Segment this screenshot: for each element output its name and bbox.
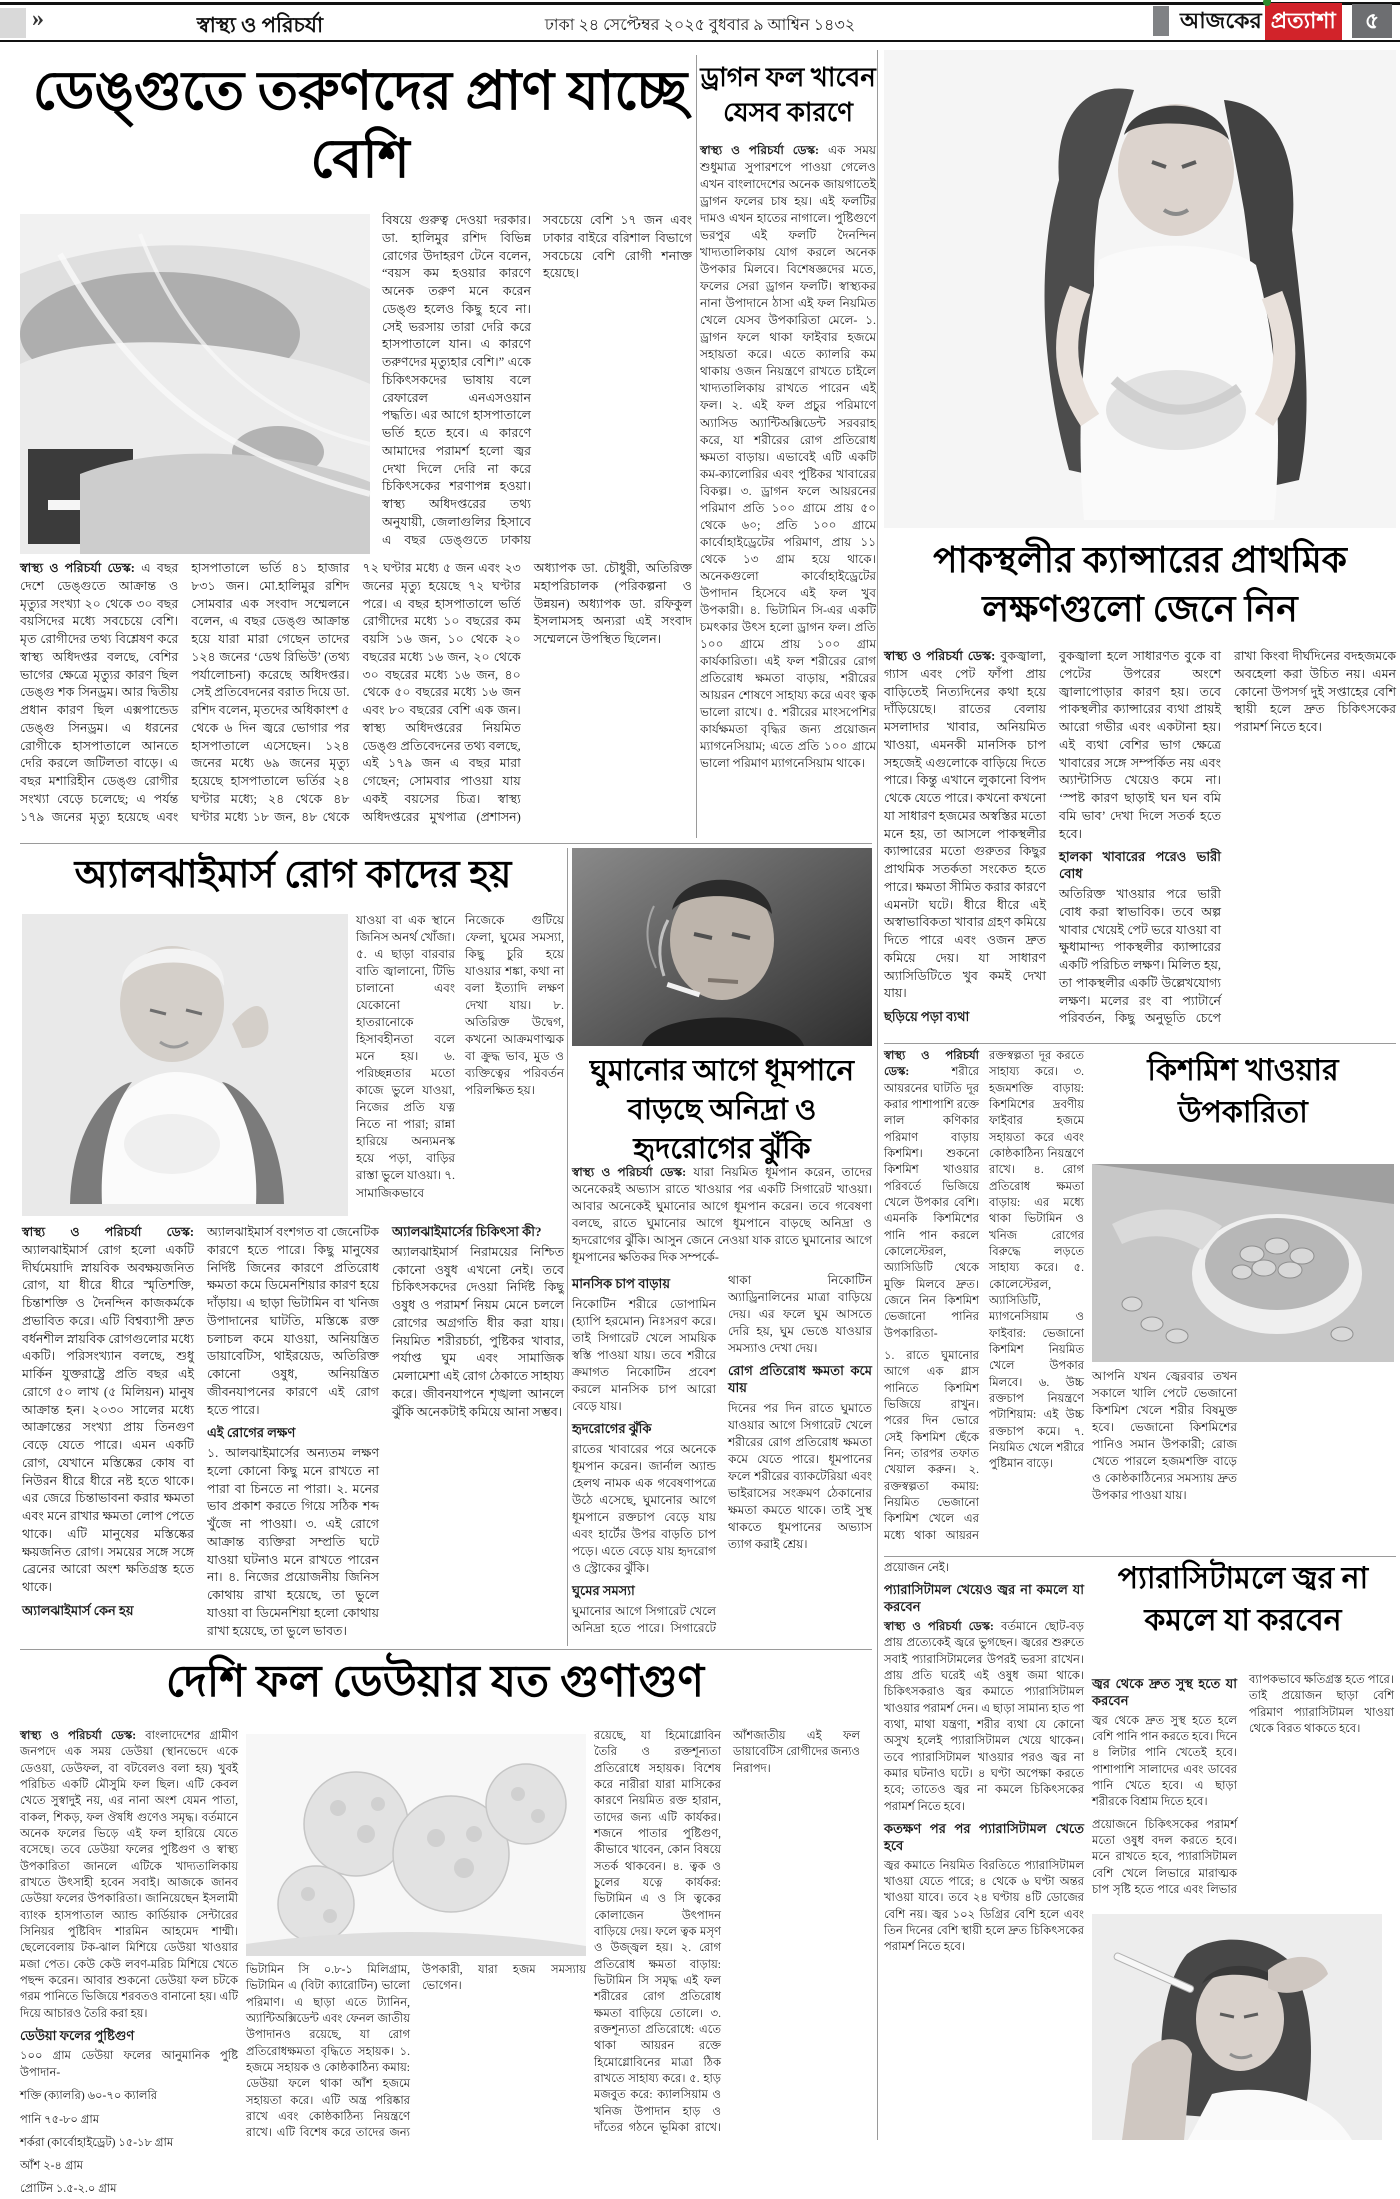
stomach-paragraph-1	[884, 648, 1046, 1003]
paracetamol-lead-text: বর্তমানে ছোট-বড় প্রায় প্রত্যেকেই জ্বরে ভুগছেন। জ্বরের শুরুতে সবাই প্যারাসিটামলের উপরই ভরসা রাখেন। প্রায় প্রতি ঘরেই এই ওষুধ জমা থাকে। চিকিৎসকরাও জ্বর কমাতে প্যারাসিটামল খাওয়ার পরামর্শ দেন। এ ছাড়া সামান্য হাত পা ব্যথা, মাথা যন্ত্রণা, শরীর ব্যথা যে কোনো অসুখ হলেই প্যারাসিটামল খেয়ে থাকেন। তবে প্যারাসিটামল খাওয়ার পরও জ্বর না কমার ঘটনাও ঘটে। ৪ ঘণ্টা অপেক্ষা করতে হবে; তাতেও জ্বর না কমলে চিকিৎসকের পরামর্শ নিতে হবে।	[884, 1621, 1085, 1813]
dragon-paragraph	[700, 142, 876, 772]
horizontal-rule-raisin-bottom	[884, 1556, 1396, 1557]
paracetamol-subhead-top: প্যারাসিটামল খেয়েও জ্বর না কমলে যা করবেন	[884, 1582, 1084, 1615]
paracetamol-right-columns	[1092, 1672, 1394, 1910]
section-title: স্বাস্থ্য ও পরিচর্যা	[196, 13, 324, 37]
paracetamol-lead-paragraph	[884, 1619, 1084, 1815]
dengue-hospital-photo	[20, 214, 370, 554]
raisin-items-paragraph: ১. রাতে ঘুমানোর আগে এক গ্লাস পানিতে কিশমিশ ভিজিয়ে রাখুন। পরের দিন ভোরে সেই কিশমিশ ছেঁকে নিন; তারপর তফাত খেয়াল করুন। ২. রক্তস্বল্পতা কমায়: নিয়মিত ভেজানো কিশমিশ খেলে এর মধ্যে থাকা আয়রন রক্তস্বল্পতা দূর করতে সাহায্য করে। ৩. হজমশক্তি বাড়ায়: কিশমিশের দ্রবণীয় ফাইবার হজমে সহায়তা করে এবং কোষ্ঠকাঠিন্য নিয়ন্ত্রণে রাখে। ৪. রোগ প্রতিরোধ ক্ষমতা বাড়ায়: এর মধ্যে থাকা ভিটামিন ও খনিজ রোগের বিরুদ্ধে লড়তে সাহায্য করে। ৫. কোলেস্টেরল, অ্যাসিডিটি, ম্যাগনেসিয়াম ও ফাইবার: ভেজানো কিশমিশ নিয়মিত খেলে উপকার মিলবে। ৬. উচ্চ রক্তচাপ নিয়ন্ত্রণে পটাশিয়াম: এই উচ্চ রক্তচাপ কমে। ৭. নিয়মিত খেলে শরীরে পুষ্টিমান বাড়ে।	[884, 1050, 1084, 1542]
paracetamol-subhead-recover: জ্বর থেকে দ্রুত সুস্থ হতে যা করবেন	[1092, 1676, 1237, 1708]
stomach-subhead-2: হালকা খাবারের পরেও ভারী বোধ	[1059, 849, 1221, 882]
raisin-lead-paragraph	[884, 1048, 979, 1342]
dewa-nutrition-fiber: আঁশ ২-৪ গ্রাম	[20, 2160, 84, 2173]
dragon-kicker: স্বাস্থ্য ও পরিচর্যা ডেস্ক:	[700, 143, 820, 157]
smoking-subhead-3: ঘুমের সমস্যা	[572, 1583, 635, 1599]
page-number-badge: ৫	[1352, 4, 1392, 38]
smoking-body-columns	[572, 1164, 872, 1646]
smoking-subhead-2: হৃদরোগের ঝুঁকি	[572, 1421, 652, 1437]
raisin-left-columns	[884, 1048, 1084, 1556]
stomach-headline: পাকস্থলীর ক্যান্সারের প্রাথমিক লক্ষণগুলো জেনে নিন	[933, 540, 1347, 629]
alzheimer-treatment-paragraph: অ্যালঝাইমার্স নিরাময়ের নিশ্চিত কোনো ওষুধ এখনো নেই। তবে চিকিৎসকদের দেওয়া নির্দিষ্ট কিছু ওষুধ ও পরামর্শ নিয়ম মেনে চললে রোগের অগ্রগতি ধীর করা যায়। নিয়মিত শরীরচর্চা, পুষ্টিকর খাবার, পর্যাপ্ত ঘুম এবং সামাজিক মেলামেশা এই রোগ ঠেকাতে সাহায্য করে। জীবনযাপনে শৃঙ্খলা আনলে ঝুঁকি অনেকটাই কমিয়ে আনা সম্ভব।	[392, 1244, 564, 1419]
dewa-nutrition-carb: শর্করা (কার্বোহাইড্রেট) ১৫-১৮ গ্রাম	[20, 2136, 174, 2149]
chevron-right-icon: »	[32, 6, 44, 32]
paracetamol-body-left	[884, 1560, 1084, 2142]
masthead-first-word: আজকের	[1180, 7, 1262, 33]
stomach-subhead-1: ছড়িয়ে পড়া ব্যথা	[884, 1009, 970, 1024]
alzheimer-main-columns	[22, 1224, 564, 1646]
nausea-woman-photo-art	[884, 50, 1396, 528]
dewa-nutrition-intro: ১০০ গ্রাম ডেউয়া ফলের আনুমানিক পুষ্টি উপাদান-	[20, 2049, 238, 2080]
dewa-headline: দেশি ফল ডেউয়ার যত গুণাগুণ	[165, 1657, 705, 1706]
dewa-body-right	[594, 1728, 860, 2142]
smoking-man-photo-art	[572, 848, 872, 1046]
smoking-headline: ঘুমানোর আগে ধূমপানে বাড়ছে অনিদ্রা ও হৃদরোগের ঝুঁকি	[589, 1055, 855, 1166]
masthead-second-word-text: প্রত্যাশা	[1270, 7, 1336, 33]
page-corner-box	[0, 8, 26, 38]
nausea-woman-photo	[884, 50, 1396, 528]
header-bottom-rule	[0, 40, 1400, 42]
elderly-woman-photo-art	[22, 914, 348, 1216]
alzheimer-subhead-why: অ্যালঝাইমার্স কেন হয়	[22, 1602, 134, 1618]
paracetamol-headline: প্যারাসিটামলে জ্বর না কমলে যা করবেন	[1117, 1562, 1369, 1637]
raisin-below-paragraph: আপনি যখন জ্বেরবার তখন সকালে খালি পেটে ভেজানো কিশমিশ খেলে শরীর বিষমুক্ত হবে। ভেজানো কিশমিশের পানিও সমান উপকারী; রোজ খেতে পারলে হজমশক্তি বাড়ে ও কোষ্ঠকাঠিন্যের সমস্যায় দ্রুত উপকার পাওয়া যায়।	[1092, 1369, 1237, 1503]
dragon-headline: ড্রাগন ফল খাবেন যেসব কারণে	[700, 63, 876, 128]
dewa-mid-columns	[246, 1962, 586, 2142]
paracetamol-dose-paragraph: জ্বর কমাতে নিয়মিত বিরতিতে প্যারাসিটামল খাওয়া যেতে পারে; ৪ থেকে ৬ ঘণ্টা অন্তর খাওয়া যাবে। তবে ২৪ ঘণ্টায় ৪টি ডোজের বেশি নয়। জ্বর ১০২ ডিগ্রির বেশি হলে এবং তিন দিনের বেশি স্থায়ী হলে দ্রুত চিকিৎসকের পরামর্শ নিতে হবে।	[884, 1859, 1084, 1954]
dewa-lead-text: বাংলাদেশের গ্রামীণ জনপদে এক সময় ডেউয়া (স্থানভেদে একে ডেওয়া, ডেউফল, বা বটবেলও বলা হয়) খুবই পরিচিত একটি মৌসুমি ফল ছিল। এটি কেবল খেতে সুস্বাদুই নয়, এর নানা অংশ যেমন পাতা, বাকল, শিকড়, ফল ঔষধি গুণেও সমৃদ্ধ। বর্তমানে অনেক ফলের ভিড়ে এই ফল হারিয়ে যেতে বসেছে। তবে ডেউয়া ফলের পুষ্টিগুণ ও স্বাস্থ্য উপকারিতা জানলে এটিকে খাদ্যতালিকায় রাখতে উৎসাহী হবেন সবাই। আজকে জানব ডেউয়া ফলের উপকারিতা। জানিয়েছেন ইসলামী ব্যাংক হাসপাতাল অ্যান্ড কার্ডিয়াক সেন্টারের সিনিয়র পুষ্টিবিদ শারমিন আহমেদ শাম্মী। ছেলেবেলায় টক-ঝাল মিশিয়ে ডেউয়া খাওয়ার মজা পেত। কেউ কেউ লবণ-মরিচ মিশিয়ে খেতে পছন্দ করেন। আবার শুকনো ডেউয়া ফল চটকে গরম পানিতে ভিজিয়ে শরবতও বানানো হয়। এটি দিয়ে আচারও তৈরি করা হয়।	[20, 1730, 238, 2020]
paracetamol-body-right	[1092, 1672, 1394, 1910]
alzheimer-lead-text: অ্যালঝাইমার্স রোগ হলো একটি দীর্ঘমেয়াদি স্নায়বিক অবক্ষয়জনিত রোগ, যা ধীরে ধীরে স্মৃতিশক্তি, চিন্তাশক্তি ও দৈনন্দিন কাজকর্মকে প্রভাবিত করে। এটি বিশ্বব্যাপী দ্রুত বর্ধনশীল স্নায়বিক রোগগুলোর মধ্যে একটি। পরিসংখ্যান বলছে, শুধু মার্কিন যুক্তরাষ্ট্রে প্রতি বছর এই রোগে ৫০ লাখ (৫ মিলিয়ন) মানুষ আক্রান্ত হন। ২০৩০ সালের মধ্যে আক্রান্তের সংখ্যা প্রায় তিনগুণ বেড়ে যেতে পারে। এমন একটি রোগ, যেখানে মস্তিষ্কের কোষ বা নিউরন ধীরে ধীরে নষ্ট হতে থাকে। এর জেরে চিন্তাভাবনা করার ক্ষমতা এবং মনে রাখার ক্ষমতা লোপ পেতে থাকে। এটি মানুষের মস্তিষ্কের ক্ষয়জনিত রোগ। সময়ের সঙ্গে সঙ্গে ব্রেনের আরো অংশ ক্ষতিগ্রস্ত হতে থাকে।	[22, 1242, 194, 1594]
alzheimer-lead-paragraph	[22, 1224, 194, 1597]
smoking-kicker: স্বাস্থ্য ও পরিচর্যা ডেস্ক:	[572, 1165, 687, 1179]
dewa-nutrition-water: পানি ৭৫-৮০ গ্রাম	[20, 2113, 100, 2126]
dengue-kicker: স্বাস্থ্য ও পরিচর্যা ডেস্ক:	[20, 561, 135, 575]
raisin-kicker: স্বাস্থ্য ও পরিচর্যা ডেস্ক:	[884, 1050, 979, 1079]
dewa-nutrition-protein: প্রোটিন ১.৫-২.০ গ্রাম	[20, 2183, 117, 2196]
raisin-below-columns	[1092, 1368, 1394, 1554]
dengue-headline: ডেঙ্গুতে তরুণদের প্রাণ যাচ্ছে বেশি	[32, 61, 688, 189]
dengue-main-text: এ বছর দেশে ডেঙ্গুতে আক্রান্ত ও মৃত্যুর সংখ্যা ২০ থেকে ৩০ বছর বয়সিদের মধ্যে সবচেয়ে বেশি। মৃত রোগীদের তথ্য বিশ্লেষণ করে স্বাস্থ্য অধিদপ্তর বলছে, বেশির ভাগের ক্ষেত্রে মৃত্যুর কারণ ছিল ডেঙ্গু শক সিনড্রম। আর দ্বিতীয় প্রধান কারণ ছিল এক্সপান্ডেড ডেঙ্গু সিনড্রম। এ ধরনের রোগীকে হাসপাতালে আনতে দেরি করলে জটিলতা বাড়ে। এ বছর মশারিহীন ডেঙ্গু রোগীর সংখ্যা বেড়ে চলেছে; এ পর্যন্ত ১৭৯ জনের মৃত্যু হয়েছে এবং হাসপাতালে ভর্তি ৪১ হাজার ৮৩১ জন। মো.হালিমুর রশিদ সোমবার এক সংবাদ সম্মেলনে বলেন, এ বছর ডেঙ্গু আক্রান্ত হয়ে যারা মারা গেছেন তাদের ১২৪ জনের ‘ডেথ রিভিউ’ (তথ্য পর্যালোচনা) করেছে অধিদপ্তর। সেই প্রতিবেদনের বরাত দিয়ে ডা. রশিদ বলেন, মৃতদের অধিকাংশ ৫ থেকে ৬ দিন জ্বরে ভোগার পর হাসপাতালে এসেছেন। ১২৪ জনের মধ্যে ৬৯ জনের মৃত্যু হয়েছে হাসপাতালে ভর্তির ২৪ ঘণ্টার মধ্যে; ২৪ থেকে ৪৮ ঘণ্টার মধ্যে ১৮ জন, ৪৮ থেকে ৭২ ঘণ্টার মধ্যে ৫ জন এবং ২৩ জনের মৃত্যু হয়েছে ৭২ ঘণ্টার পরে। এ বছর হাসপাতালে ভর্তি রোগীদের মধ্যে ১০ বছরের কম বয়সি ১৬ জন, ১০ থেকে ২০ বছরের মধ্যে ১৬ জন, ২০ থেকে ৩০ বছরের মধ্যে ১৬ জন, ৪০ থেকে ৫০ বছরের মধ্যে ১৬ জন এবং ৮০ বছরের বেশি এক জন। স্বাস্থ্য অধিদপ্তরের নিয়মিত ডেঙ্গু প্রতিবেদনের তথ্য বলছে, এই ১৭৯ জন এ বছর মারা গেছেন; সোমবার পাওয়া যায় একই বয়সের চিত্র। স্বাস্থ্য অধিদপ্তরের মুখপাত্র (প্রশাসন) অধ্যাপক ডা. চৌধুরী, অতিরিক্ত মহাপরিচালক (পরিকল্পনা ও উন্নয়ন) অধ্যাপক ডা. রফিকুল ইসলামসহ অন্যরা এই সংবাদ সম্মেলনে উপস্থিত ছিলেন।	[20, 561, 692, 824]
dengue-hospital-photo-art	[20, 214, 370, 554]
dengue-main-paragraph	[20, 560, 692, 838]
alzheimer-body-main	[22, 1224, 564, 1646]
stomach-kicker: স্বাস্থ্য ও পরিচর্যা ডেস্ক:	[884, 649, 996, 663]
horizontal-rule-alz-bottom	[20, 1649, 872, 1650]
smoking-body	[572, 1164, 872, 1646]
fever-woman-photo-art	[1092, 1914, 1382, 2140]
raisins-photo	[1092, 1164, 1394, 1362]
dengue-side-paragraph: বিষয়ে গুরুত্ব দেওয়া দরকার। ডা. হালিমুর রশিদ বিভিন্ন রোগের উদাহরণ টেনে বলেন, “বয়স কম হওয়ার কারণে অনেক তরুণ মনে করেন ডেঙ্গু হলেও কিছু হবে না। সেই ভরসায় তারা দেরি করে হাসপাতালে যান। এ কারণে তরুণদের মৃত্যুহার বেশি।” একে চিকিৎসকদের ভাষায় বলে রেফারেল এনএসওয়ান পদ্ধতি। এর আগে হাসপাতালে ভর্তি হতে হবে। এ কারণে আমাদের পরামর্শ হলো জ্বর দেখা দিলে দেরি না করে চিকিৎসকের শরণাপন্ন হওয়া। স্বাস্থ্য অধিদপ্তরের তথ্য অনুযায়ী, জেলাগুলির হিসাবে এ বছর ডেঙ্গুতে ঢাকায় সবচেয়ে বেশি ১৭ জন এবং ঢাকার বাইরে বরিশাল বিভাগে সবচেয়ে বেশি রোগী শনাক্ত হয়েছে।	[382, 213, 692, 547]
smoking-paragraph-4: দিনের পর দিন রাতে ঘুমাতে যাওয়ার আগে সিগারেট খেলে শরীরের রোগ প্রতিরোধ ক্ষমতা কমে যেতে পারে। ধূমপানের ফলে শরীরের ব্যাকটেরিয়া এবং ভাইরাসের সংক্রমণ ঠেকানোর ক্ষমতা কমতে থাকে। তাই সুস্থ থাকতে ধূমপানের অভ্যাস ত্যাগ করাই শ্রেয়।	[728, 1401, 872, 1552]
dengue-body-main	[20, 560, 692, 838]
paracetamol-kicker: স্বাস্থ্য ও পরিচর্যা ডেস্ক:	[884, 1621, 994, 1634]
alzheimer-subhead-symptoms: এই রোগের লক্ষণ	[207, 1425, 296, 1441]
dewa-nutrition-title: ডেউয়া ফলের পুষ্টিগুণ	[20, 2027, 135, 2043]
elderly-woman-photo	[22, 914, 348, 1216]
dengue-body-side-columns	[382, 212, 692, 554]
stomach-paragraph-2: বুকজ্বালা হলে সাধারণত বুকে বা পেটের উপরের অংশে জ্বালাপোড়ার কারণ হয়। তবে পাকস্থলীর ক্যান্সারের ব্যথা প্রায়ই আরো গভীর এবং একটানা হয়। এই ব্যথা বেশির ভাগ ক্ষেত্রে খাবারের সঙ্গে সম্পর্কিত নয় এবং অ্যান্টাসিড খেয়েও কমে না। ‘স্পষ্ট কারণ ছাড়াই ঘন ঘন বমি বমি ভাব’ দেখা দিলে সতর্ক হতে হবে।	[1059, 649, 1221, 841]
paracetamol-recover-paragraph: জ্বর থেকে দ্রুত সুস্থ হতে হলে বেশি পানি পান করতে হবে। দিনে ৪ লিটার পানি খেতেই হবে। পাশাপাশি সালাদের এবং ডাবের পানি খেতে হবে। এ ছাড়া শরীরকে বিশ্রাম দিতে হবে।	[1092, 1714, 1237, 1809]
smoking-lead-text: যারা নিয়মিত ধূমপান করেন, তাদের অনেকেরই অভ্যাস রাতে খাওয়ার পর একটি সিগারেট খাওয়া। আবার অনেকেই ঘুমানোর আগে ধূমপান করেন। তবে গবেষণা বলছে, রাতে ঘুমানোর আগে ধূমপানে বাড়ছে অনিদ্রা ও হৃদরোগের ঝুঁকি। আসুন জেনে নেওয়া যাক রাতে ঘুমানোর আগে ধূমপানের ক্ষতিকর দিক সম্পর্কে-	[572, 1165, 873, 1265]
raisin-lead-text: শরীরে আয়রনের ঘাটতি দূর করার পাশাপাশি রক্তে লাল কণিকার পরিমাণ বাড়ায় কিশমিশ। শুকনো কিশমিশ খাওয়ার পরিবর্তে ভিজিয়ে খেলে উপকার বেশি। এমনকি কিশমিশের পানি পান করলে কোলেস্টেরল, অ্যাসিডিটি থেকে মুক্তি মিলবে দ্রুত। জেনে নিন কিশমিশ ভেজানো পানির উপকারিতা-	[884, 1066, 979, 1340]
horizontal-rule-dengue-bottom	[20, 843, 872, 844]
dragon-text: এক সময় শুধুমাত্র সুপারশপে পাওয়া গেলেও এখন বাংলাদেশের অনেক জায়গাতেই ড্রাগন ফলের চাষ হয়। এই ফলটির দামও এখন হাতের নাগালে। পুষ্টিগুণে ভরপুর এই ফলটি দৈনন্দিন খাদ্যতালিকায় যোগ করলে অনেক উপকার মিলবে। বিশেষজ্ঞদের মতে, ফলের সেরা ড্রাগন ফলটি। স্বাস্থ্যকর নানা উপাদানে ঠাসা এই ফল নিয়মিত খেলে যেসব উপকারিতা মেলে- ১. ড্রাগন ফলে থাকা ফাইবার হজমে সহায়তা করে। এতে ক্যালরি কম থাকায় ওজন নিয়ন্ত্রণে রাখতে চাইলে খাদ্যতালিকায় রাখতে পারেন এই ফল। ২. এই ফল প্রচুর পরিমাণে অ্যাসিড অ্যান্টিঅক্সিডেন্ট সরবরাহ করে, যা শরীরের রোগ প্রতিরোধ ক্ষমতা বাড়ায়। এভাবেই এটি একটি কম-ক্যালোরির এবং পুষ্টিকর খাবারের বিকল্প। ৩. ড্রাগন ফলে আয়রনের পরিমাণ প্রতি ১০০ গ্রামে প্রায় ৫০ থেকে ৬০; প্রতি ১০০ গ্রামে কার্বোহাইড্রেটের পরিমাণ, প্রায় ১১ থেকে ১৩ গ্রাম হয়ে থাকে। অনেকগুলো কার্বোহাইড্রেটের উপাদান হিসেবে এই ফল খুব উপকারী। ৪. ভিটামিন সি-এর একটি চমৎকার উৎস হলো ড্রাগন ফল। প্রতি ১০০ গ্রামে প্রায় ১০০ গ্রাম কার্যকারিতা। এই ফল শরীরের রোগ প্রতিরোধ ক্ষমতা বাড়ায়, শরীরের আয়রন শোষণে সাহায্য করে এবং ত্বক ভালো রাখে। ৫. শরীরের মাংসপেশির কার্যক্ষমতা বৃদ্ধির জন্য প্রয়োজন ম্যাগনেসিয়াম; এতে প্রতি ১০০ গ্রামে ভালো পরিমাণ ম্যাগনেসিয়াম থাকে।	[700, 143, 876, 771]
alzheimer-side-paragraph: যাওয়া বা এক স্থানে জিনিস অনর্থ খোঁজা। ৫. এ ছাড়া বারবার বাতি জ্বালানো, টিভি চালানো এবং যেকোনো হাতরানোকে হিসাবহীনতা বলে মনে হয়। ৬. পরিচ্ছন্নতার মতো কাজে ভুলে যাওয়া, নিজের প্রতি যত্ন নিতে না পারা; রান্না হারিয়ে অন্যমনস্ক হয়ে পড়া, বাড়ির রাস্তা ভুলে যাওয়া। ৭. সামাজিকভাবে নিজেকে গুটিয়ে ফেলা, ঘুমের সমস্যা, কিছু চুরি হয়ে যাওয়ার শঙ্কা, কথা না বলা ইত্যাদি লক্ষণ দেখা যায়। ৮. অতিরিক্ত উদ্বেগ, কখনো আক্রমণাত্মক বা ক্রুদ্ধ ভাব, মুড ও ব্যক্তিত্বের পরিবর্তন পরিলক্ষিত হয়।	[356, 913, 564, 1200]
smoking-paragraph-1: নিকোটিন শরীরে ডোপামিন (হ্যাপি হরমোন) নিঃসরণ করে। তাই সিগারেট খেলে সাময়িক স্বস্তি পাওয়া যায়। তবে শরীরে ক্রমাগত নিকোটিন প্রবেশ করলে মানসিক চাপ আরো বেড়ে যায়।	[572, 1297, 716, 1414]
raisins-photo-art	[1092, 1164, 1394, 1362]
paracetamol-subhead-dose: কতক্ষণ পর পর প্যারাসিটামল খেতে হবে	[884, 1821, 1084, 1853]
dewa-fruit-photo-art	[246, 1734, 586, 1956]
vertical-rule-smoking	[567, 848, 568, 1646]
smoking-subhead-1: মানসিক চাপ বাড়ায়	[572, 1276, 670, 1292]
smoking-lead-paragraph	[572, 1164, 872, 1266]
stomach-text-1: বুকজ্বালা, গ্যাস এবং পেট ফাঁপা প্রায় বাড়িতেই নিত্যদিনের কথা হয়ে দাঁড়িয়েছে। রাতের বেলায় মসলাদার খাবার, অনিয়মিত খাওয়া, এমনকী মানসিক চাপ সহজেই এগুলোকে বাড়িয়ে দিতে পারে। কিন্তু এখানে লুকানো বিপদ থেকে যেতে পারে। কখনো কখনো যা সাধারণ হজমের অস্বস্তির মতো মনে হয়, তা আসলে পাকস্থলীর ক্যান্সারের মতো গুরুতর কিছুর প্রাথমিক সতর্কতা সংকেত হতে পারে। ক্ষমতা সীমিত করার কারণে এমনটা ঘটে। ধীরে ধীরে এই অস্বাভাবিকতা খাবার গ্রহণ কমিয়ে দিতে পারে এবং ওজন দ্রুত কমিয়ে দেয়। যা সাধারণ অ্যাসিডিটিতে খুব কমই দেখা যায়।	[884, 649, 1047, 1001]
smoking-paragraph-3: ঘুমানোর আগে সিগারেট খেলে অনিদ্রা হতে পারে। সিগারেটে থাকা নিকোটিন অ্যাড্রিনালিনের মাত্রা বাড়িয়ে দেয়। এর ফলে ঘুম আসতে দেরি হয়, ঘুম ভেঙে যাওয়ার সমস্যাও দেখা দেয়।	[572, 1273, 872, 1636]
dewa-fruit-photo	[246, 1734, 586, 1956]
alzheimer-symptoms-paragraph: ১. আলঝাইমার্সের অন্যতম লক্ষণ হলো কোনো কিছু মনে রাখতে না পারা বা চিনতে না পারা। ২. মনের ভাব প্রকাশ করতে গিয়ে সঠিক শব্দ খুঁজে না পাওয়া। ৩. এই রোগে আক্রান্ত ব্যক্তিরা সম্প্রতি ঘটে যাওয়া ঘটনাও মনে রাখতে পারেন না। ৪. নিজের প্রয়োজনীয় জিনিস কোথায় রাখা হয়েছে, তা ভুলে যাওয়া বা ডিমেনশিয়া হলো কোথায় রাখা হয়েছে, তা ভুলে ভাবত।	[207, 1446, 379, 1638]
raisin-body-left	[884, 1048, 1084, 1556]
vertical-rule-dragon	[696, 55, 697, 838]
dewa-body-lead	[20, 1728, 238, 2196]
fever-woman-photo	[1092, 1914, 1382, 2140]
stomach-body	[884, 648, 1396, 1038]
paracetamol-pre-text: প্রয়োজন নেই।	[884, 1562, 949, 1574]
leaf-icon	[1263, 0, 1271, 6]
raisin-headline: কিশমিশ খাওয়ার উপকারিতা	[1147, 1054, 1339, 1129]
paracetamol-right-paragraph: প্রয়োজনে চিকিৎসকের পরামর্শ মতো ওষুধ বদল করতে হবে। মনে রাখতে হবে, প্যারাসিটামল বেশি খেলে লিভারে মারাত্মক চাপ সৃষ্টি হতে পারে এবং লিভার ব্যাপকভাবে ক্ষতিগ্রস্ত হতে পারে। তাই প্রয়োজন ছাড়া বেশি পরিমাণ প্যারাসিটামল খাওয়া থেকে বিরত থাকতে হবে।	[1092, 1674, 1394, 1897]
dewa-lead-paragraph	[20, 1728, 238, 2022]
dewa-right-paragraph: রয়েছে, যা হিমোগ্লোবিন তৈরি ও রক্তশূন্যতা প্রতিরোধে সহায়ক। বিশেষ করে নারীরা যারা মাসিকের কারণে নিয়মিত রক্ত হারান, তাদের জন্য এটি কার্যকর। শজনে পাতার পুষ্টিগুণ, কীভাবে খাবেন, কোন বিষয়ে সতর্ক থাকবেন। ৪. ত্বক ও চুলের যত্নে কার্যকর: ভিটামিন এ ও সি ত্বকের কোলাজেন উৎপাদন বাড়িয়ে দেয়। ফলে ত্বক মসৃণ ও উজ্জ্বল হয়। ২. রোগ প্রতিরোধ ক্ষমতা বাড়ায়: ভিটামিন সি সমৃদ্ধ এই ফল শরীরের রোগ প্রতিরোধ ক্ষমতা বাড়িয়ে তোলে। ৩. রক্তশূন্যতা প্রতিরোধে: এতে থাকা আয়রন রক্তে হিমোগ্লোবিনের মাত্রা ঠিক রাখতে সাহায্য করে। ৫. হাড় মজবুত করে: ক্যালসিয়াম ও খনিজ উপাদান হাড় ও দাঁতের গঠনে ভূমিকা রাখে। আঁশজাতীয় এই ফল ডায়াবেটিস রোগীদের জন্যও নিরাপদ।	[594, 1730, 860, 2134]
alzheimer-why-paragraph: অ্যালঝাইমার্স বংশগত বা জেনেটিক কারণে হতে পারে। কিছু মানুষের নির্দিষ্ট জিনের কারণে প্রতিরোধ ক্ষমতা কমে ডিমেনশিয়ার কারণ হয়ে দাঁড়ায়। এ ছাড়া ভিটামিন বা খনিজ উপাদানের ঘাটতি, মস্তিষ্কে রক্ত চলাচল কমে যাওয়া, অনিয়ন্ত্রিত ডায়াবেটিস, থাইরয়েড, অতিরিক্ত কোনো ওষুধ, অনিয়ন্ত্রিত জীবনযাপনের কারণে এই রোগ হতে পারে।	[207, 1225, 379, 1417]
dengue-body-main-columns	[20, 560, 692, 838]
alzheimer-side-columns	[356, 912, 564, 1216]
dewa-mid-paragraph: ভিটামিন সি ০.৮-১ মিলিগ্রাম, ভিটামিন এ (বিটা ক্যারোটিন) ভালো পরিমাণ। এ ছাড়া এতে ট্যানিন, অ্যান্টিঅক্সিডেন্ট এবং ফেনল জাতীয় উপাদানও রয়েছে, যা রোগ প্রতিরোধক্ষমতা বৃদ্ধিতে সহায়ক। ১. হজমে সহায়ক ও কোষ্ঠকাঠিন্য কমায়: ডেউয়া ফলে থাকা আঁশ হজমে সহায়তা করে। এটি অন্ত্র পরিষ্কার রাখে এবং কোষ্ঠকাঠিন্য নিয়ন্ত্রণে রাখে। এটি বিশেষ করে তাদের জন্য উপকারী, যারা হজম সমস্যায় ভোগেন।	[246, 1964, 586, 2140]
masthead-second-word	[1265, 3, 1342, 42]
masthead-separator	[1153, 6, 1169, 36]
smoking-subhead-4: রোগ প্রতিরোধ ক্ষমতা কমে যায়	[728, 1363, 872, 1396]
raisin-body-below	[1092, 1368, 1394, 1554]
alzheimer-body-side	[356, 912, 564, 1216]
stomach-body-columns	[884, 648, 1396, 1038]
dateline: ঢাকা ২৪ সেপ্টেম্বর ২০২৫ বুধবার ৯ আশ্বিন ১৪৩২	[544, 17, 856, 34]
smoking-man-photo	[572, 848, 872, 1046]
vertical-rule-main	[877, 50, 878, 2140]
horizontal-rule-stomach-bottom	[884, 1043, 1396, 1044]
alzheimer-kicker: স্বাস্থ্য ও পরিচর্যা ডেস্ক:	[22, 1225, 194, 1239]
dewa-body-mid	[246, 1962, 586, 2142]
alzheimer-headline: অ্যালঝাইমার্স রোগ কাদের হয়	[74, 854, 512, 896]
dengue-body-side	[382, 212, 692, 554]
dewa-nutrition-energy: শক্তি (ক্যালরি) ৬০-৭০ ক্যালরি	[20, 2090, 158, 2103]
masthead-logo	[1180, 7, 1342, 37]
dragon-body	[700, 142, 876, 838]
smoking-paragraph-2: রাতের খাবারের পরে অনেকে ধূমপান করেন। জার্নাল অ্যান্ড হেলথ নামক এক গবেষণাপত্রে উঠে এসেছে, ঘুমানোর আগে ধূমপানে রক্তচাপ বেড়ে যায় এবং হার্টের উপর বাড়তি চাপ পড়ে। এতে বেড়ে যায় হৃদরোগ ও স্ট্রোকের ঝুঁকি।	[572, 1442, 716, 1576]
stomach-paragraph-3: অতিরিক্ত খাওয়ার পরে ভারী বোধ করা স্বাভাবিক। তবে অল্প খাবার খেয়েই পেট ভরে যাওয়া বা ক্ষুধামান্দ্য পাকস্থলীর ক্যান্সারের একটি পরিচিত লক্ষণ। মিলিত হয়, তা পাকস্থলীর একটি উল্লেখযোগ্য লক্ষণ। মলের রং বা প্যাটার্নে পরিবর্তন, কিছু অনুভূতি চেপে রাখা কিংবা দীর্ঘদিনের বদহজমকে অবহেলা করা উচিত নয়। এমন কোনো উপসর্গ দুই সপ্তাহের বেশি স্থায়ী হলে দ্রুত চিকিৎসকের পরামর্শ নিতে হবে।	[1059, 649, 1396, 1026]
alzheimer-subhead-treatment: অ্যালঝাইমার্সের চিকিৎসা কী?	[392, 1224, 542, 1239]
dewa-right-columns	[594, 1728, 860, 2142]
dewa-kicker: স্বাস্থ্য ও পরিচর্যা ডেস্ক:	[20, 1730, 137, 1742]
